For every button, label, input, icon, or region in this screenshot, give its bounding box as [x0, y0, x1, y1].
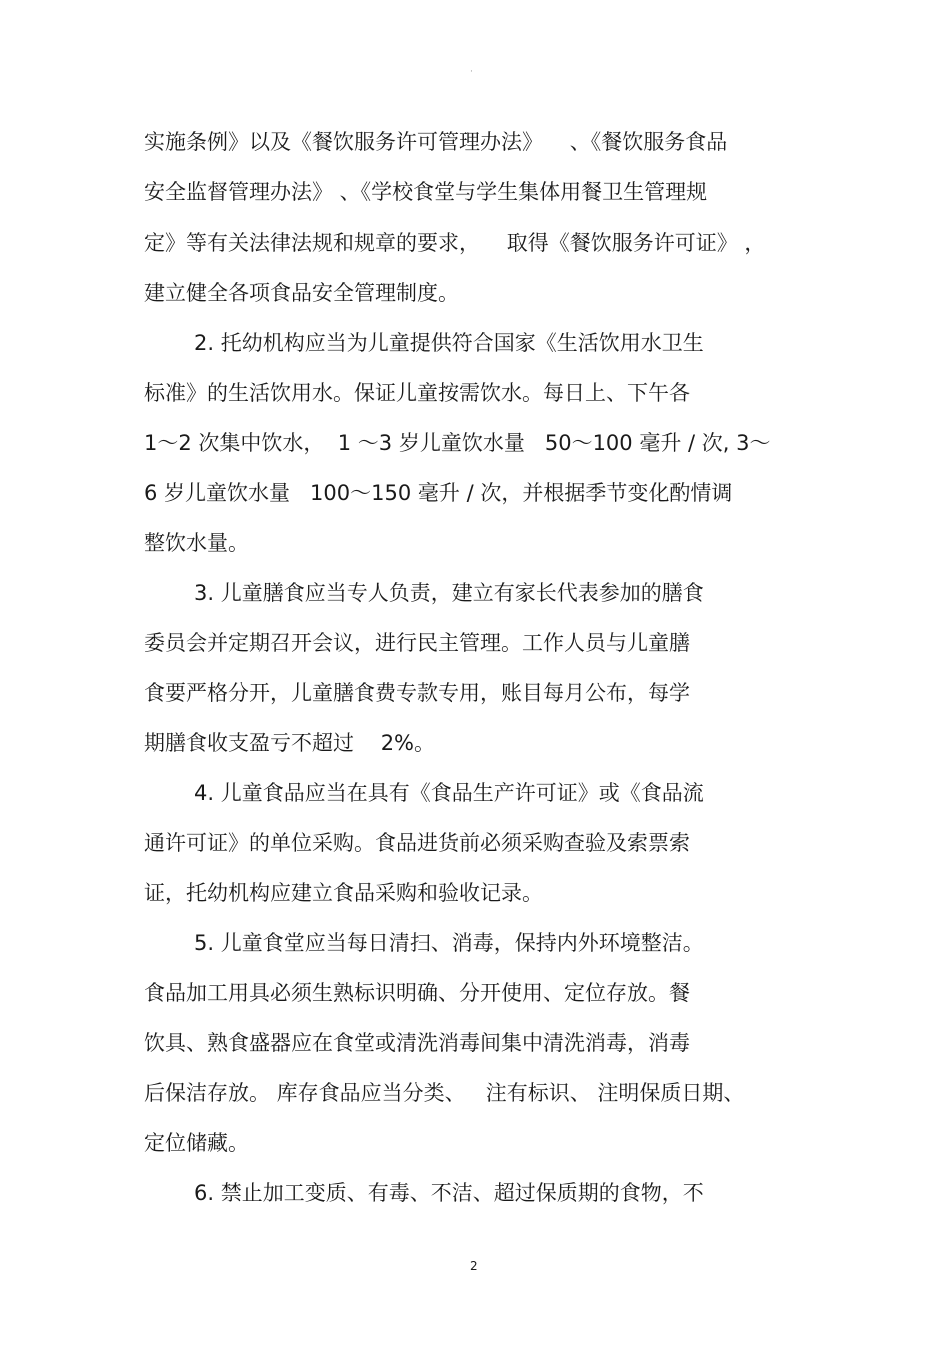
paragraph-3-line-4: 期膳食收支盈亏不超过 2%。	[144, 731, 436, 755]
paragraph-3-line-3: 食要严格分开，儿童膳食费专款专用，账目每月公布，每学	[144, 681, 690, 705]
page-number: 2	[470, 1259, 478, 1273]
text-line-3: 定》等有关法律法规和规章的要求， 取得《餐饮服务许可证》 ，	[144, 231, 766, 255]
text-line-4: 建立健全各项食品安全管理制度。	[144, 281, 459, 305]
paragraph-5-line-4: 后保洁存放。 库存食品应当分类、 注有标识、 注明保质日期、	[144, 1081, 745, 1105]
paragraph-2-line-1: 2. 托幼机构应当为儿童提供符合国家《生活饮用水卫生	[194, 331, 704, 355]
text-line-1: 实施条例》以及《餐饮服务许可管理办法》 、《餐饮服务食品	[144, 130, 728, 154]
paragraph-2-line-5: 整饮水量。	[144, 531, 249, 555]
paragraph-5-line-3: 饮具、熟食盛器应在食堂或清洗消毒间集中清洗消毒，消毒	[144, 1031, 690, 1055]
paragraph-2-line-4: 6 岁儿童饮水量 100～150 毫升 / 次，并根据季节变化酌情调	[144, 481, 733, 505]
paragraph-3-line-2: 委员会并定期召开会议，进行民主管理。工作人员与儿童膳	[144, 631, 690, 655]
paragraph-6-line-1: 6. 禁止加工变质、有毒、不洁、超过保质期的食物，不	[194, 1181, 704, 1205]
paragraph-5-line-2: 食品加工用具必须生熟标识明确、分开使用、定位存放。餐	[144, 981, 690, 1005]
paragraph-3-line-1: 3. 儿童膳食应当专人负责，建立有家长代表参加的膳食	[194, 581, 704, 605]
text-line-2: 安全监督管理办法》 、《学校食堂与学生集体用餐卫生管理规	[144, 180, 708, 204]
paragraph-4-line-2: 通许可证》的单位采购。食品进货前必须采购查验及索票索	[144, 831, 690, 855]
paragraph-5-line-1: 5. 儿童食堂应当每日清扫、消毒，保持内外环境整洁。	[194, 931, 704, 955]
header-mark: ·	[470, 67, 473, 77]
paragraph-2-line-2: 标准》的生活饮用水。保证儿童按需饮水。每日上、下午各	[144, 381, 690, 405]
paragraph-2-line-3: 1～2 次集中饮水， 1 ～3 岁儿童饮水量 50～100 毫升 / 次, 3～	[144, 431, 771, 455]
paragraph-4-line-1: 4. 儿童食品应当在具有《食品生产许可证》或《食品流	[194, 781, 704, 805]
paragraph-4-line-3: 证，托幼机构应建立食品采购和验收记录。	[144, 881, 543, 905]
paragraph-5-line-5: 定位储藏。	[144, 1131, 249, 1155]
